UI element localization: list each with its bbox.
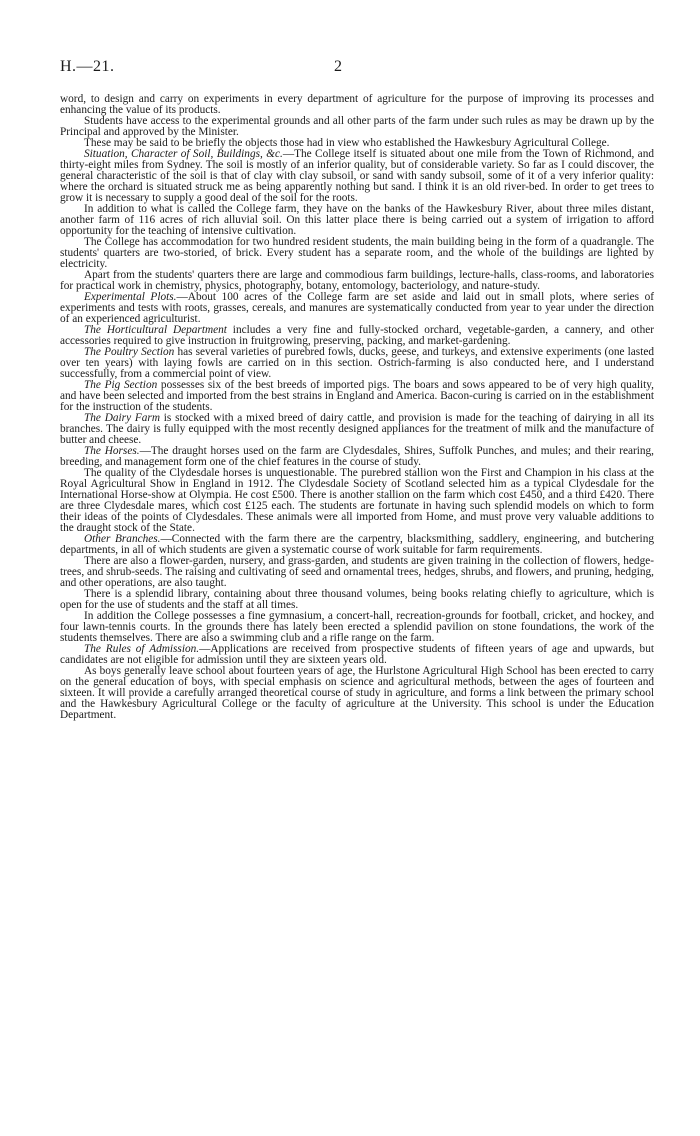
paragraph-horticultural: The Horticultural Department includes a very fine and fully-stocked orchard, vegetable-garden, a cannery, and other accessories required to give instruction in fruitgrowing, preserving, packing, and market-gardening. [60, 324, 654, 347]
section-heading: The Poultry Section [84, 346, 175, 358]
paragraph-river-farm: In addition to what is called the College farm, they have on the banks of the Hawkesbury River, about three miles distant, another farm of 116 acres of rich alluvial soil. On this latter place there is being carried out a system of irrigation to afford opportunity for the teaching of intensive cultivation. [60, 203, 654, 237]
section-heading: The Horses. [84, 445, 140, 457]
paragraph-accommodation: The College has accommodation for two hundred resident students, the main building being in the form of a quadrangle. The students' quarters are two-storied, of brick. Every student has a separate room, and the whole of the buildings are lighted by electricity. [60, 236, 654, 270]
paragraph-clydesdale: The quality of the Clydesdale horses is unquestionable. The purebred stallion won the First and Champion in his class at the Royal Agricultural Show in England in 1912. The Clydesdale Society of Scotland selected him as a typical Clydesdale for the International Horse-show at Olympia. He cost £500. There is another stallion on the farm which cost £450, and a third £420. There are three Clydesdale mares, which cost £125 each. The students are fortunate in having such splendid models on which to form their ideas of the points of Clydesdales. These animals were all imported from Home, and must prove very valuable additions to the draught stock of the State. [60, 467, 654, 534]
paragraph-gymnasium: In addition the College possesses a fine gymnasium, a concert-hall, recreation-grounds for football, cricket, and hockey, and four lawn-tennis courts. In the grounds there has lately been erected a splendid pavilion on stone foundations, the work of the students themselves. There are also a swimming club and a rifle range on the farm. [60, 610, 654, 644]
paragraph-other-branches: Other Branches.—Connected with the farm there are the carpentry, blacksmithing, saddlery, engineering, and butchering departments, in all of which students are given a systematic course of work suitable for farm requirements. [60, 533, 654, 556]
page-header [60, 58, 650, 82]
paragraph-farm-buildings: Apart from the students' quarters there are large and commodious farm buildings, lecture-halls, class-rooms, and laboratories for practical work in chemistry, physics, photography, botany, entomology, bacteriology, and nature-study. [60, 269, 654, 292]
section-heading: The Horticultural Department [84, 324, 227, 336]
body-text [60, 94, 654, 721]
paragraph-experimental-plots: Experimental Plots.—About 100 acres of the College farm are set aside and laid out in small plots, where series of experiments and tests with roots, grasses, cereals, and manures are systematically conducted from year to year under the direction of an experienced agriculturist. [60, 291, 655, 325]
paragraph-dairy-farm: The Dairy Farm is stocked with a mixed breed of dairy cattle, and provision is made for the teaching of dairying in all its branches. The dairy is fully equipped with the most recently designed appliances for the treatment of milk and the manufacture of butter and cheese. [60, 412, 655, 446]
document-reference: H.—21. [60, 58, 115, 75]
section-heading: Experimental Plots. [84, 291, 177, 303]
section-heading: The Rules of Admission. [84, 643, 200, 655]
paragraph-objects: These may be said to be briefly the objects those had in view who established the Hawkesbury Agricultural College. [84, 137, 610, 149]
section-heading: The Pig Section [84, 379, 158, 391]
paragraph-pig-section: The Pig Section possesses six of the best breeds of imported pigs. The boars and sows appeared to be of very high quality, and have been selected and imported from the best strains in England and America. Bacon-curing is carried on in the establishment for the instruction of the students. [60, 379, 654, 413]
paragraph-rules-admission: The Rules of Admission.—Applications are received from prospective students of fifteen years of age and upwards, but candidates are not eligible for admission until they are sixteen years old. [60, 643, 654, 666]
paragraph-flower-garden: There are also a flower-garden, nursery, and grass-garden, and students are given training in the collection of flowers, hedge-trees, and shrub-seeds. The raising and cultivating of seed and ornamental trees, hedges, shrubs, and flowers, and pruning, hedging, and other operations, are also taught. [60, 555, 654, 589]
paragraph-poultry: The Poultry Section has several varieties of purebred fowls, ducks, geese, and turkeys, and extensive experiments (one lasted over ten years) with laying fowls are carried on in this section. Ostrich-farming is also conducted here, and I understand successfully, from a commercial point of view. [60, 346, 655, 380]
page-number: 2 [334, 58, 342, 75]
paragraph-horses: The Horses.—The draught horses used on the farm are Clydesdales, Shires, Suffolk Punches, and mules; and their rearing, breeding, and management form one of the chief features in the course of study. [60, 445, 655, 468]
paragraph-hurlstone: As boys generally leave school about fourteen years of age, the Hurlstone Agricultural High School has been erected to carry on the general education of boys, with special emphasis on science and agricultural methods, between the ages of fourteen and sixteen. It will provide a carefully arranged theoretical course of study in agriculture, and forms a link between the primary school and the Hawkesbury Agricultural College or the faculty of agriculture at the University. This school is under the Education Department. [60, 665, 654, 721]
paragraph-continuation: word, to design and carry on experiments in every department of agriculture for the purpose of improving its processes and enhancing the value of its products. [60, 93, 654, 116]
paragraph-situation: Situation, Character of Soil, Buildings, &c.—The College itself is situated about one mile from the Town of Richmond, and thirty-eight miles from Sydney. The soil is mostly of an inferior quality, but of considerable variety. So far as I could discover, the general characteristic of the soil is that of clay with clay subsoil, or sand with sandy subsoil, some of it of a very inferior quality: where the orchard is situated struck me as being apparently nothing but sand. I think it is an old river-bed. In order to get trees to grow it is necessary to supply a good deal of the soil for the roots. [60, 148, 654, 204]
section-heading: The Dairy Farm [84, 412, 160, 424]
paragraph-library: There is a splendid library, containing about three thousand volumes, being books relating chiefly to agriculture, which is open for the use of students and the staff at all times. [60, 588, 654, 611]
section-heading: Situation, Character of Soil, Buildings, &c. [84, 148, 283, 160]
section-heading: Other Branches. [84, 533, 161, 545]
paragraph-students-access: Students have access to the experimental grounds and all other parts of the farm under such rules as may be drawn up by the Principal and approved by the Minister. [60, 115, 654, 138]
